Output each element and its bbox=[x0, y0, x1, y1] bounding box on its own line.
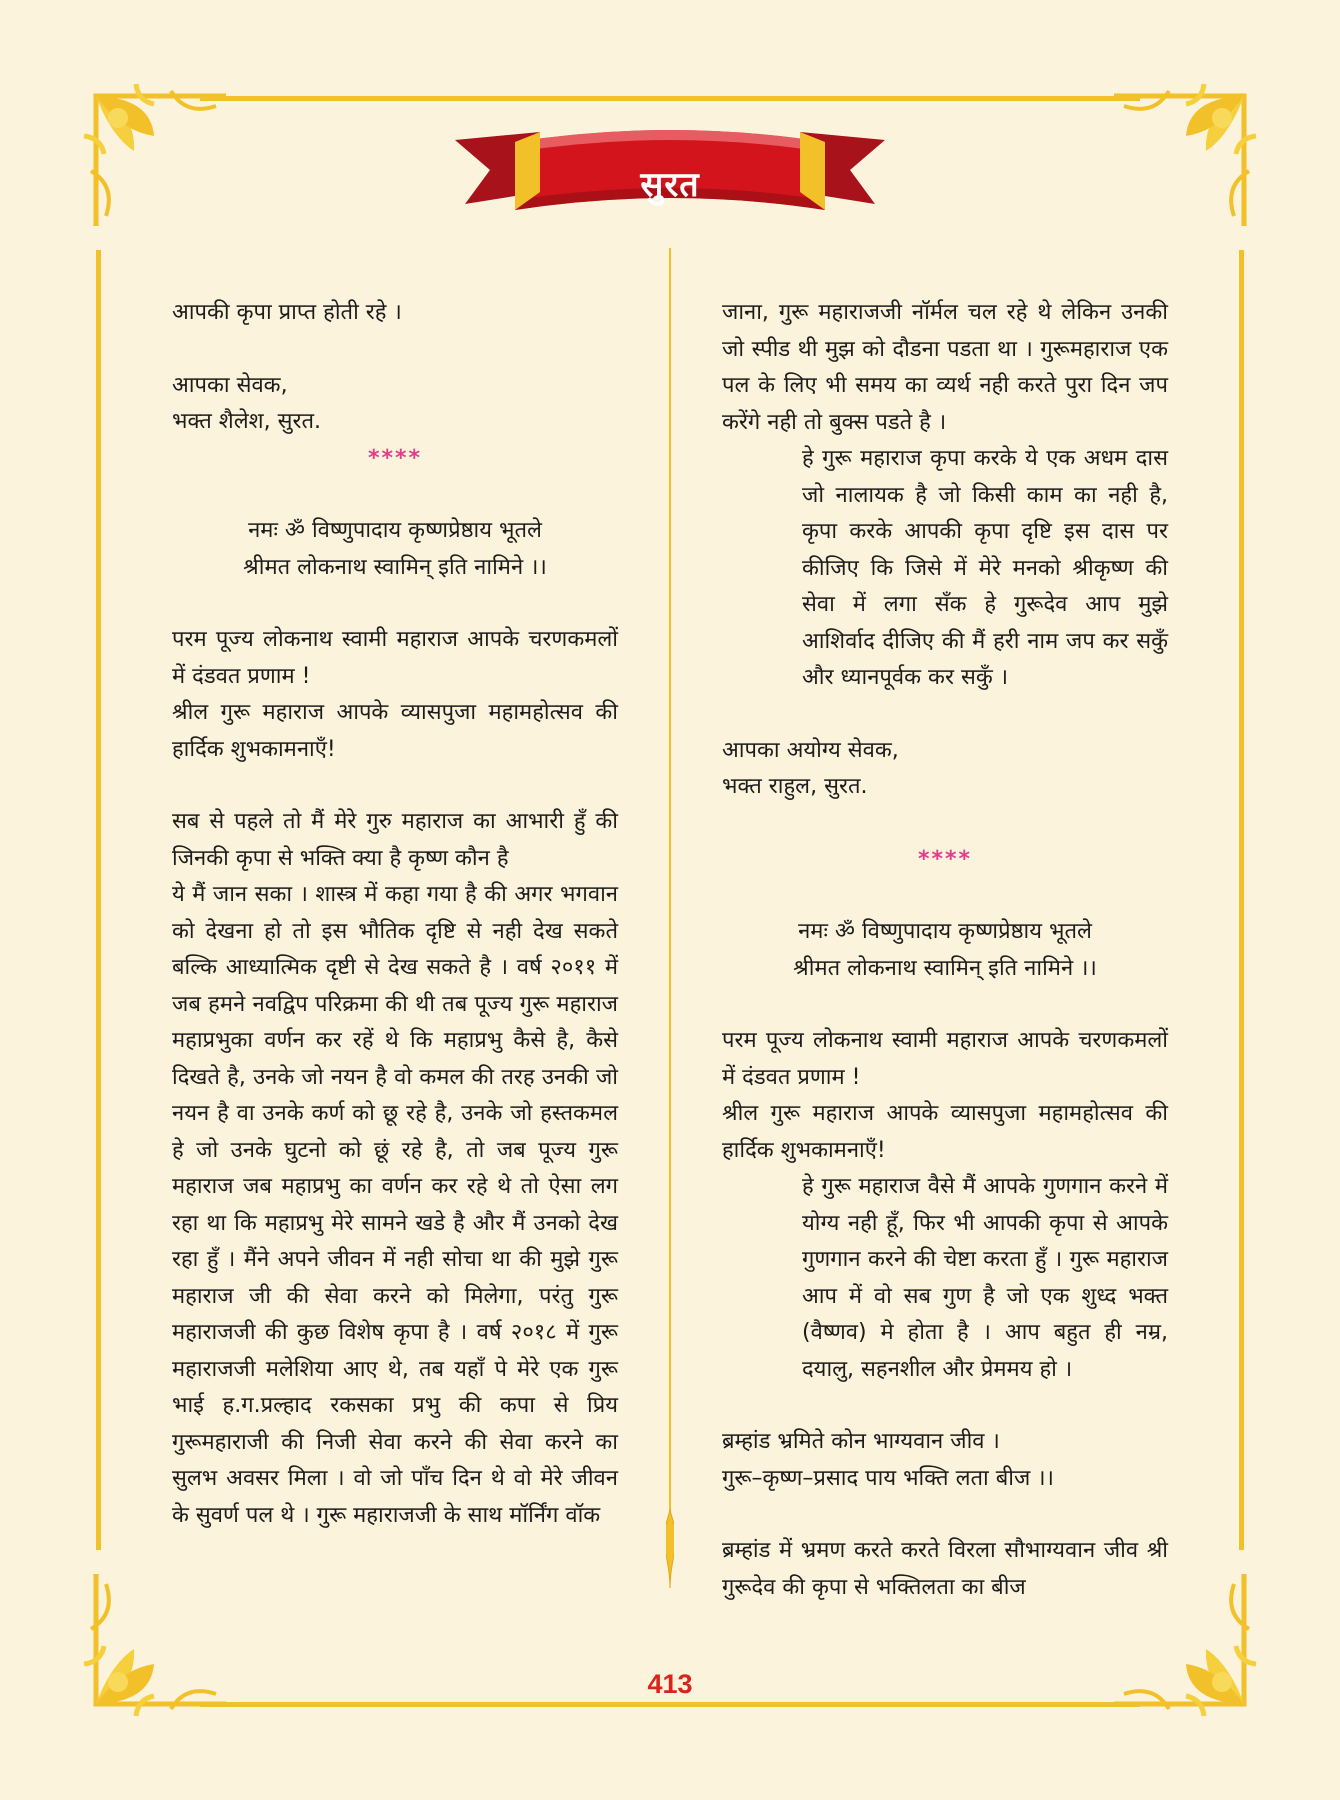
left-column bbox=[172, 295, 618, 1534]
paragraph: श्रील गुरू महाराज आपके व्यासपुजा महामहोत्सव की हार्दिक शुभकामनाएँ! bbox=[172, 700, 618, 762]
paragraph: सब से पहले तो मैं मेरे गुरु महाराज का आभारी हुँ की जिनकी कृपा से भक्ति क्या है कृष्ण कौन है bbox=[172, 809, 618, 871]
mantra-line: नमः ॐ विष्णुपादाय कृष्णप्रेष्ठाय भूतले bbox=[248, 518, 542, 543]
paragraph: परम पूज्य लोकनाथ स्वामी महाराज आपके चरणकमलों में दंडवत प्रणाम ! bbox=[172, 627, 618, 689]
paragraph: हे गुरू महाराज कृपा करके ये एक अधम दास जो नालायक है जो किसी काम का नही है, कृपा करके आपकी कृपा दृष्टि इस दास पर कीजिए कि जिसे में मेरे मनको श्रीकृष्ण की सेवा में लगा सँक हे गुरूदेव आप मुझे आशिर्वाद दीजिए की मैं हरी नाम जप कर सकुँ और ध्यानपूर्वक कर सकुँ । bbox=[802, 446, 1168, 690]
frame-bottom-border bbox=[200, 1702, 1140, 1707]
page-number: 413 bbox=[647, 1669, 693, 1699]
ornament-corner-top-right-icon bbox=[1094, 76, 1264, 246]
paragraph: श्रील गुरू महाराज आपके व्यासपुजा महामहोत्सव की हार्दिक शुभकामनाएँ! bbox=[722, 1101, 1168, 1163]
section-separator-stars: **** bbox=[917, 846, 973, 872]
paragraph: हे गुरू महाराज वैसे मैं आपके गुणगान करने में योग्य नही हूँ, फिर भी आपकी कृपा से आपके गुणगान करने की चेष्टा करता हुँ । गुरू महाराज आप में वो सब गुण है जो एक शुध्द भक्त (वैष्णव) मे होता है । आप बहुत ही नम्र, दयालु, सहनशील और प्रेममय हो । bbox=[802, 1174, 1168, 1382]
frame-top-border bbox=[200, 96, 1140, 101]
frame-left-border bbox=[96, 250, 101, 1550]
text-line: आपकी कृपा प्राप्त होती रहे । bbox=[172, 300, 402, 325]
signature-line: आपका सेवक, bbox=[172, 372, 288, 398]
mantra-line: नमः ॐ विष्णुपादाय कृष्णप्रेष्ठाय भूतले bbox=[798, 919, 1092, 944]
verse-line: ब्रम्हांड भ्रमिते कोन भाग्यवान जीव । bbox=[722, 1429, 1000, 1454]
paragraph: जाना, गुरू महाराजजी नॉर्मल चल रहे थे लेकिन उनकी जो स्पीड थी मुझ को दौडना पडता था । गुरूमहाराज एक पल के लिए भी समय का व्यर्थ नही करते पुरा दिन जप करेंगे नही तो बुक्स पडते है । bbox=[722, 300, 1168, 435]
right-column bbox=[722, 295, 1168, 1606]
paragraph: ब्रम्हांड में भ्रमण करते करते विरला सौभाग्यवान जीव श्री गुरूदेव की कृपा से भक्तिलता का बीज bbox=[722, 1538, 1168, 1600]
signature-name: भक्त शैलेश, सुरत. bbox=[172, 409, 322, 434]
mantra-line: श्रीमत लोकनाथ स्वामिन् इति नामिने ।। bbox=[793, 955, 1097, 981]
paragraph: ये मैं जान सका । शास्त्र में कहा गया है की अगर भगवान को देखना हो तो इस भौतिक दृष्टि से नही देख सकते बल्कि आध्यात्मिक दृष्टी से देख सकते है । वर्ष २०११ में जब हमने नवद्विप परिक्रमा की थी तब पूज्य गुरू महाराज महाप्रभुका वर्णन कर रहें थे कि महाप्रभु कैसे है, कैसे दिखते है, उनके जो नयन है वो कमल की तरह उनकी जो नयन है वा उनके कर्ण को छू रहे है, उनके जो हस्तकमल हे जो उनके घुटनो को छूं रहे है, तो जब पूज्य गुरू महाराज जब महाप्रभु का वर्णन कर रहे थे तो ऐसा लग रहा था कि महाप्रभु मेरे सामने खडे है और मैं उनको देख रहा हुँ । मैंने अपने जीवन में नही सोचा था की मुझे गुरू महाराज जी की सेवा करने को मिलेगा, परंतु गुरू महाराजजी की कुछ विशेष कृपा है । वर्ष २०१८ में गुरू महाराजजी मलेशिया आए थे, तब यहाँ पे मेरे एक गुरू भाई ह.ग.प्रल्हाद रकसका प्रभु की कपा से प्रिय गुरूमहाराजी की निजी सेवा करने की सेवा करने का सुलभ अवसर मिला । वो जो पाँच दिन थे वो मेरे जीवन के सुवर्ण पल थे । गुरू महाराजजी के साथ मॉर्निंग वॉक bbox=[172, 882, 618, 1528]
page-title: सुरत bbox=[640, 165, 700, 205]
mantra-line: श्रीमत लोकनाथ स्वामिन् इति नामिने ।। bbox=[243, 554, 547, 580]
frame-right-border bbox=[1239, 250, 1244, 1550]
verse-line: गुरू–कृष्ण–प्रसाद पाय भक्ति लता बीज ।। bbox=[722, 1465, 1054, 1491]
center-divider bbox=[666, 248, 674, 1588]
signature-name: भक्त राहुल, सुरत. bbox=[722, 774, 868, 799]
ornament-corner-top-left-icon bbox=[76, 76, 246, 246]
signature-line: आपका अयोग्य सेवक, bbox=[722, 737, 899, 763]
paragraph: परम पूज्य लोकनाथ स्वामी महाराज आपके चरणकमलों में दंडवत प्रणाम ! bbox=[722, 1028, 1168, 1090]
section-separator-stars: **** bbox=[367, 445, 423, 471]
